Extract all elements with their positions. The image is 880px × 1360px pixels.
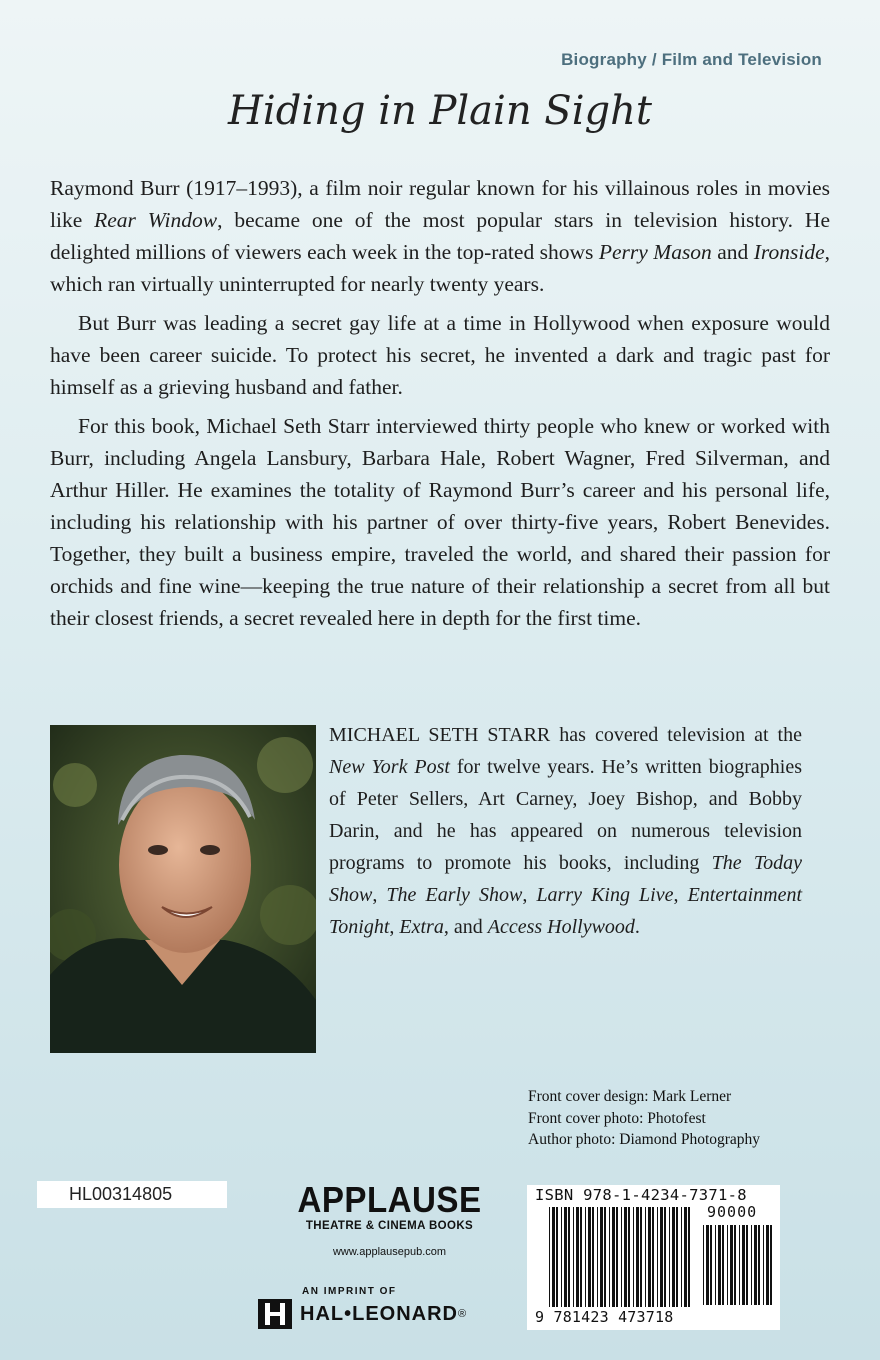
barcode-bar [621,1207,622,1307]
barcode-bar [600,1207,603,1307]
barcode-bar [585,1207,586,1307]
barcode-bar [573,1207,574,1307]
imprint-block [258,1286,523,1329]
parent-publisher-name: HAL•LEONARD [300,1302,458,1325]
barcode-bar [688,1207,690,1307]
barcode-bar [657,1207,658,1307]
barcode-bar [766,1225,769,1305]
barcode-bar [676,1207,678,1307]
price-code: 90000 [707,1203,758,1221]
barcode-bar [715,1225,716,1305]
barcode-bar [681,1207,682,1307]
barcode-bar [612,1207,615,1307]
registered-mark: ® [458,1308,467,1320]
category-label: Biography / Film and Television [561,50,822,69]
barcode-bar [669,1207,670,1307]
barcode-bar [734,1225,736,1305]
barcode-bar [672,1207,675,1307]
isbn-number: ISBN 978-1-4234-7371-8 [535,1186,747,1204]
barcode-bar [770,1225,772,1305]
barcode-bar [640,1207,642,1307]
product-code: HL00314805 [37,1181,227,1208]
imprint-label: AN IMPRINT OF [302,1286,397,1297]
barcode-bar [722,1225,724,1305]
barcode-bar [727,1225,728,1305]
blurb-paragraph-3: For this book, Michael Seth Starr interviewed thirty people who knew or worked with Burr, including Angela Lansbury, Barbara Hale, Robert Wagner, Fred Silverman, and Arthur Hiller. He examines the totality of Raymond Burr’s career and his personal life, including his relationship with his partner of over thirty-five years, Robert Benevides. Together, they built a business empire, traveled the world, and shared their passion for orchids and fine wine—keeping the true nature of their relationship a secret from all but their closest friends, a secret revealed here in depth for the first time. [50,414,830,630]
barcode-bar [664,1207,666,1307]
barcode-bar [568,1207,570,1307]
barcode-bar [636,1207,639,1307]
barcode-bar [758,1225,760,1305]
barcode-bar [549,1207,550,1307]
hal-leonard-logo-icon [258,1299,292,1329]
barcode-bar [616,1207,618,1307]
author-photo [50,725,316,1053]
barcode-bar [684,1207,687,1307]
publisher-subtitle: THEATRE & CINEMA BOOKS [305,1220,474,1232]
publisher-name: APPLAUSE [297,1179,482,1220]
barcode-bar [645,1207,646,1307]
barcode-bar [742,1225,745,1305]
barcode-bar [739,1225,740,1305]
barcode-bar [604,1207,606,1307]
ean-digits: 9 781423 473718 [535,1308,674,1326]
barcode-bar [552,1207,555,1307]
barcode-bar [633,1207,634,1307]
credit-cover-photo: Front cover photo: Photofest [528,1109,706,1127]
barcode-bar [576,1207,579,1307]
barcode-bar [751,1225,752,1305]
book-blurb [50,172,830,634]
barcode-bar [660,1207,663,1307]
barcode-bar [564,1207,567,1307]
barcode-bar [561,1207,562,1307]
barcode-bar [746,1225,748,1305]
barcode-bar [652,1207,654,1307]
credit-cover-design: Front cover design: Mark Lerner [528,1088,732,1105]
isbn-barcode [527,1185,780,1330]
publisher-website: www.applausepub.com [332,1246,447,1258]
barcode-bar [588,1207,591,1307]
barcode-bar [730,1225,733,1305]
barcode-bar [556,1207,558,1307]
book-title: Hiding in Plain Sight [228,88,652,134]
cover-credits [528,1086,760,1151]
barcode-bar [706,1225,709,1305]
barcode-bar [580,1207,582,1307]
barcode-bar [597,1207,598,1307]
barcode-bar [703,1225,704,1305]
credit-author-photo: Author photo: Diamond Photography [528,1131,761,1148]
blurb-paragraph-1: Raymond Burr (1917–1993), a film noir regular known for his villainous roles in movies like Rear Window, became one of the most popular stars in television history. He delighted millions of viewers each week in the top-rated shows Perry Mason and Ironside, which ran virtually uninterrupted for nearly twenty years. [50,176,831,296]
barcode-bar [609,1207,610,1307]
blurb-paragraph-2: But Burr was leading a secret gay life at a time in Hollywood when exposure would have been career suicide. To protect his secret, he invented a dark and tragic past for himself as a grieving husband and father. [50,311,830,399]
barcode-bar [592,1207,594,1307]
barcode-bar [648,1207,651,1307]
author-bio: MICHAEL SETH STARR has covered television at the New York Post for twelve years. He’s written biographies of Peter Sellers, Art Carney, Joey Bishop, and Bobby Darin, and he has appeared on numerous television programs to promote his books, including The Today Show, The Early Show, Larry King Live, Entertainment Tonight, Extra, and Access Hollywood. [329,724,803,938]
barcode-bar [628,1207,630,1307]
barcode-bar [718,1225,721,1305]
publisher-logo [282,1179,497,1258]
barcode-bar [754,1225,757,1305]
barcode-bar [624,1207,627,1307]
barcode-bar [763,1225,764,1305]
barcode-bar [710,1225,712,1305]
